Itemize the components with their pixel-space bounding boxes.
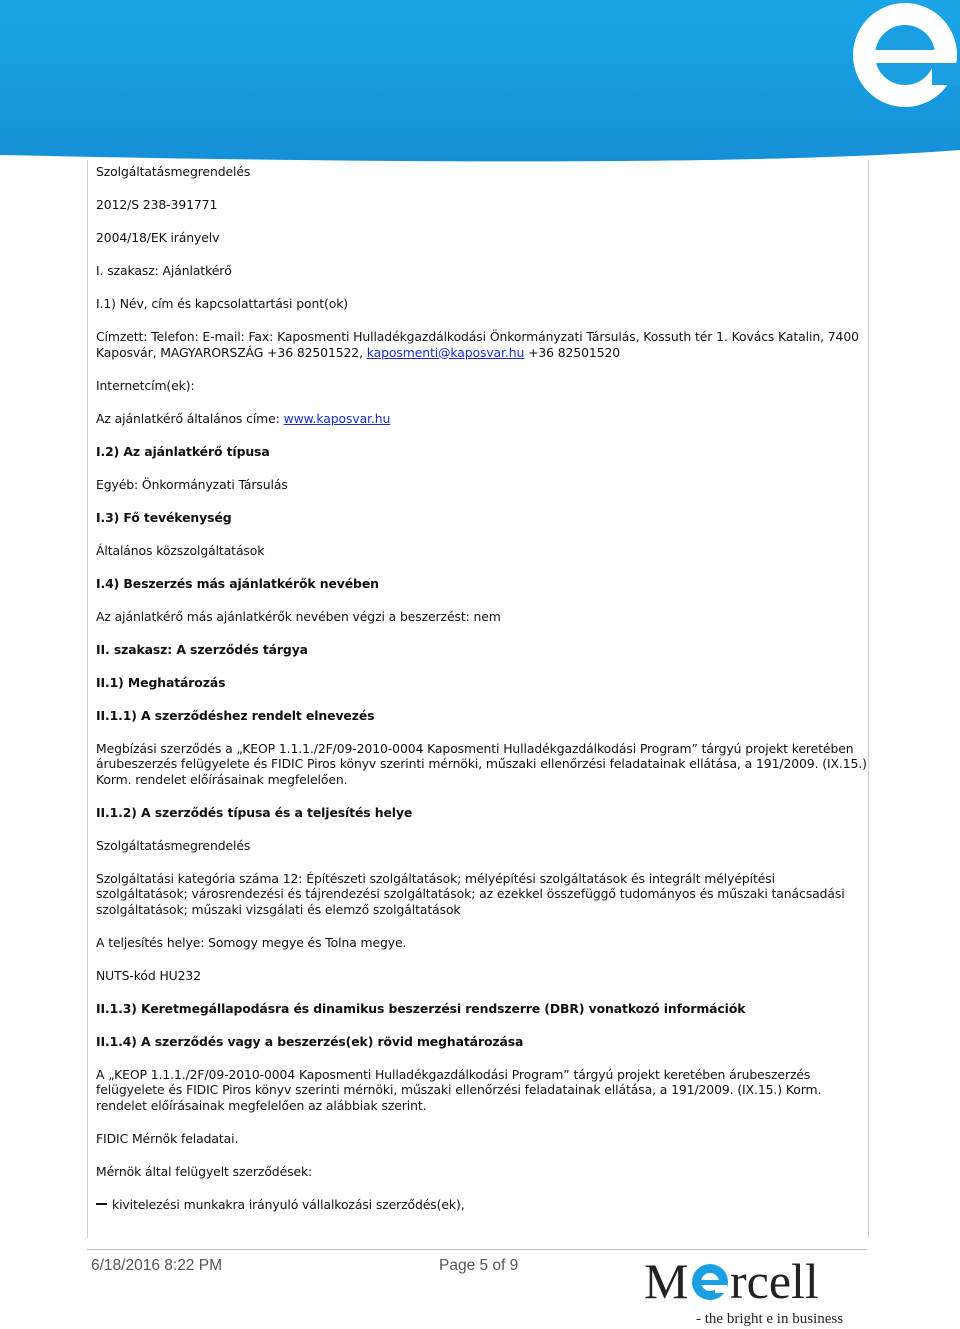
paragraph: Internetcím(ek): <box>96 377 195 393</box>
logo-tagline: - the bright e in business <box>696 1311 844 1327</box>
paragraph: A teljesítés helye: Somogy megye és Tolna megye. <box>96 934 407 950</box>
footer-page-number: Page 5 of 9 <box>439 1257 519 1274</box>
header-band <box>0 0 960 165</box>
section-heading: II. szakasz: A szerződés tárgya <box>96 641 308 657</box>
paragraph: I. szakasz: Ajánlatkérő <box>96 263 232 278</box>
general-address-label: Az ajánlatkérő általános címe: <box>96 410 284 426</box>
dash-bullet-icon <box>96 1203 107 1205</box>
contact-paragraph <box>96 329 868 360</box>
contact-text: Címzett: Telefon: E-mail: Fax: Kaposmenti Hulladékgazdálkodási Önkormányzati Társulás, Kossuth tér 1. Kovács Katalin, 7400 Kaposvár, MAGYARORSZÁG +36 82501522, <box>96 329 859 360</box>
paragraph: Szolgáltatásmegrendelés <box>96 164 251 179</box>
document-body <box>96 164 868 1230</box>
list-item <box>96 1197 868 1213</box>
contact-fax: +36 82501520 <box>524 344 621 360</box>
logo-brand-prefix: M <box>644 1253 689 1309</box>
list-item-text: kivitelezési munkakra irányuló vállalkozási szerződés(ek), <box>112 1196 465 1212</box>
logo-brand-suffix: rcell <box>730 1253 819 1309</box>
section-heading: II.1.4) A szerződés vagy a beszerzés(ek) rövid meghatározása <box>96 1033 524 1049</box>
paragraph: 2004/18/EK irányelv <box>96 230 220 245</box>
footer-divider <box>87 1249 867 1250</box>
general-address-link[interactable]: www.kaposvar.hu <box>283 410 391 426</box>
section-heading: II.1) Meghatározás <box>96 674 226 690</box>
section-heading: I.2) Az ajánlatkérő típusa <box>96 443 270 459</box>
section-heading: II.1.2) A szerződés típusa és a teljesítés helye <box>96 804 413 820</box>
paragraph: NUTS-kód HU232 <box>96 967 201 983</box>
brand-logo <box>640 1252 870 1328</box>
paragraph: Mérnök által felügyelt szerződések: <box>96 1163 313 1179</box>
paragraph: A „KEOP 1.1.1./2F/09-2010-0004 Kaposmenti Hulladékgazdálkodási Program” tárgyú projekt keretében árubeszerzés felügyelete és FIDIC Piros könyv szerinti mérnöki, műszaki ellenőrzési feladatainak ellátása, a 191/2009. (IX.15.) Korm. rendelet előírásainak megfelelően az alábbiak szerint. <box>96 1066 822 1113</box>
contact-email-link[interactable]: kaposmenti@kaposvar.hu <box>366 344 525 360</box>
section-heading: I.3) Fő tevékenység <box>96 509 232 525</box>
paragraph: Az ajánlatkérő más ajánlatkérők nevében végzi a beszerzést: nem <box>96 608 501 624</box>
logo-e-icon <box>692 1264 728 1300</box>
paragraph: Szolgáltatásmegrendelés <box>96 837 251 853</box>
paragraph: Megbízási szerződés a „KEOP 1.1.1./2F/09-2010-0004 Kaposmenti Hulladékgazdálkodási Program” tárgyú projekt keretében árubeszerzés felügyelete és FIDIC Piros könyv szerinti mérnöki, műszaki ellenőrzési feladatainak ellátása, a 191/2009. (IX.15.) Korm. rendelet előírásainak megfelelően. <box>96 740 867 787</box>
paragraph: FIDIC Mérnök feladatai. <box>96 1130 239 1146</box>
section-heading: II.1.1) A szerződéshez rendelt elnevezés <box>96 707 375 723</box>
paragraph: 2012/S 238-391771 <box>96 197 218 212</box>
paragraph: Egyéb: Önkormányzati Társulás <box>96 476 288 492</box>
section-heading: I.4) Beszerzés más ajánlatkérők nevében <box>96 575 379 591</box>
paragraph: Szolgáltatási kategória száma 12: Építészeti szolgáltatások; mélyépítési szolgáltatások és integrált mélyépítési szolgáltatások; városrendezési és tájrendezési szolgáltatások; az ezekkel összefüggő tudományos és műszaki tanácsadási szolgáltatások; műszaki vizsgálati és elemző szolgáltatások <box>96 870 845 917</box>
paragraph: Általános közszolgáltatások <box>96 542 265 558</box>
section-heading: II.1.3) Keretmegállapodásra és dinamikus beszerzési rendszerre (DBR) vonatkozó információk <box>96 1000 746 1016</box>
paragraph: I.1) Név, cím és kapcsolattartási pont(ok) <box>96 296 349 311</box>
footer-datetime: 6/18/2016 8:22 PM <box>91 1257 222 1274</box>
general-address-paragraph <box>96 411 868 427</box>
